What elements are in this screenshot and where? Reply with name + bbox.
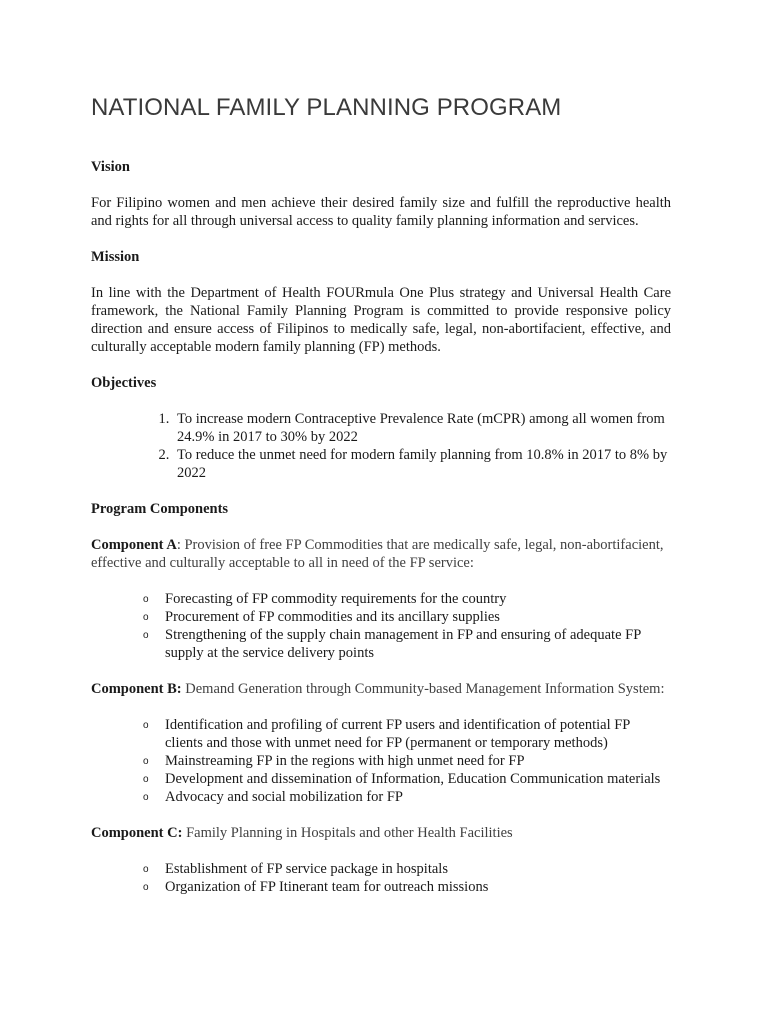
bullet-icon: o (143, 756, 149, 767)
list-item (143, 716, 671, 752)
vision-heading: Vision (91, 159, 130, 175)
mission-text: In line with the Department of Health FOURmula One Plus strategy and Universal Health Care framework, the National Family Planning Program is committed to provide responsive policy direction and ensure access of Filipinos to medically safe, legal, non-abortifacient, effective, and culturally acceptable modern family planning (FP) methods. (91, 285, 671, 355)
component-c-text: Family Planning in Hospitals and other Health Facilities (182, 825, 513, 841)
document-title: NATIONAL FAMILY PLANNING PROGRAM (91, 94, 562, 121)
list-item-text: Advocacy and social mobilization for FP (165, 789, 403, 805)
component-a-list (91, 590, 671, 662)
component-a-label: Component A (91, 537, 177, 553)
objectives-heading: Objectives (91, 375, 157, 391)
list-item-text: Procurement of FP commodities and its ancillary supplies (165, 609, 500, 625)
list-item (143, 860, 671, 878)
component-b-description (91, 680, 671, 698)
bullet-icon: o (143, 792, 149, 803)
bullet-icon: o (143, 630, 149, 641)
list-item-text: Strengthening of the supply chain management in FP and ensuring of adequate FP supply at the service delivery points (165, 627, 641, 661)
list-item (143, 752, 671, 770)
mission-heading: Mission (91, 249, 140, 265)
list-item (143, 788, 671, 806)
bullet-icon: o (143, 612, 149, 623)
list-item-text: Mainstreaming FP in the regions with high unmet need for FP (165, 753, 525, 769)
bullet-icon: o (143, 864, 149, 875)
list-item-text: Development and dissemination of Information, Education Communication materials (165, 771, 661, 787)
bullet-icon: o (143, 720, 149, 731)
component-c-list (91, 860, 671, 896)
component-b-list (91, 716, 671, 806)
list-item (143, 590, 671, 608)
document-page (91, 92, 671, 914)
list-item-text: Establishment of FP service package in hospitals (165, 861, 448, 877)
program-components-heading: Program Components (91, 501, 229, 517)
component-a-description (91, 536, 671, 572)
list-item (143, 878, 671, 896)
list-item (143, 608, 671, 626)
objectives-list (91, 410, 671, 482)
vision-text: For Filipino women and men achieve their desired family size and fulfill the reproductive health and rights for all through universal access to quality family planning information and services. (91, 195, 671, 229)
bullet-icon: o (143, 774, 149, 785)
list-item (143, 770, 671, 788)
bullet-icon: o (143, 594, 149, 605)
objective-item: 2. To reduce the unmet need for modern family planning from 10.8% in 2017 to 8% by 2022 (173, 446, 671, 482)
list-item-text: Organization of FP Itinerant team for outreach missions (165, 879, 489, 895)
bullet-icon: o (143, 882, 149, 893)
component-c-label: Component C: (91, 825, 183, 841)
component-c-description (91, 824, 671, 842)
list-item-text: Identification and profiling of current FP users and identification of potential FP clients and those with unmet need for FP (permanent or temporary methods) (165, 717, 630, 751)
component-b-text: Demand Generation through Community-based Management Information System: (181, 681, 665, 697)
component-b-label: Component B: (91, 681, 182, 697)
component-a-text: : Provision of free FP Commodities that are medically safe, legal, non-abortifacient, effective and culturally acceptable to all in need of the FP service: (91, 537, 664, 571)
list-item-text: Forecasting of FP commodity requirements for the country (165, 591, 507, 607)
objective-item: 1. To increase modern Contraceptive Prevalence Rate (mCPR) among all women from 24.9% in 2017 to 30% by 2022 (173, 410, 671, 446)
list-item (143, 626, 671, 662)
